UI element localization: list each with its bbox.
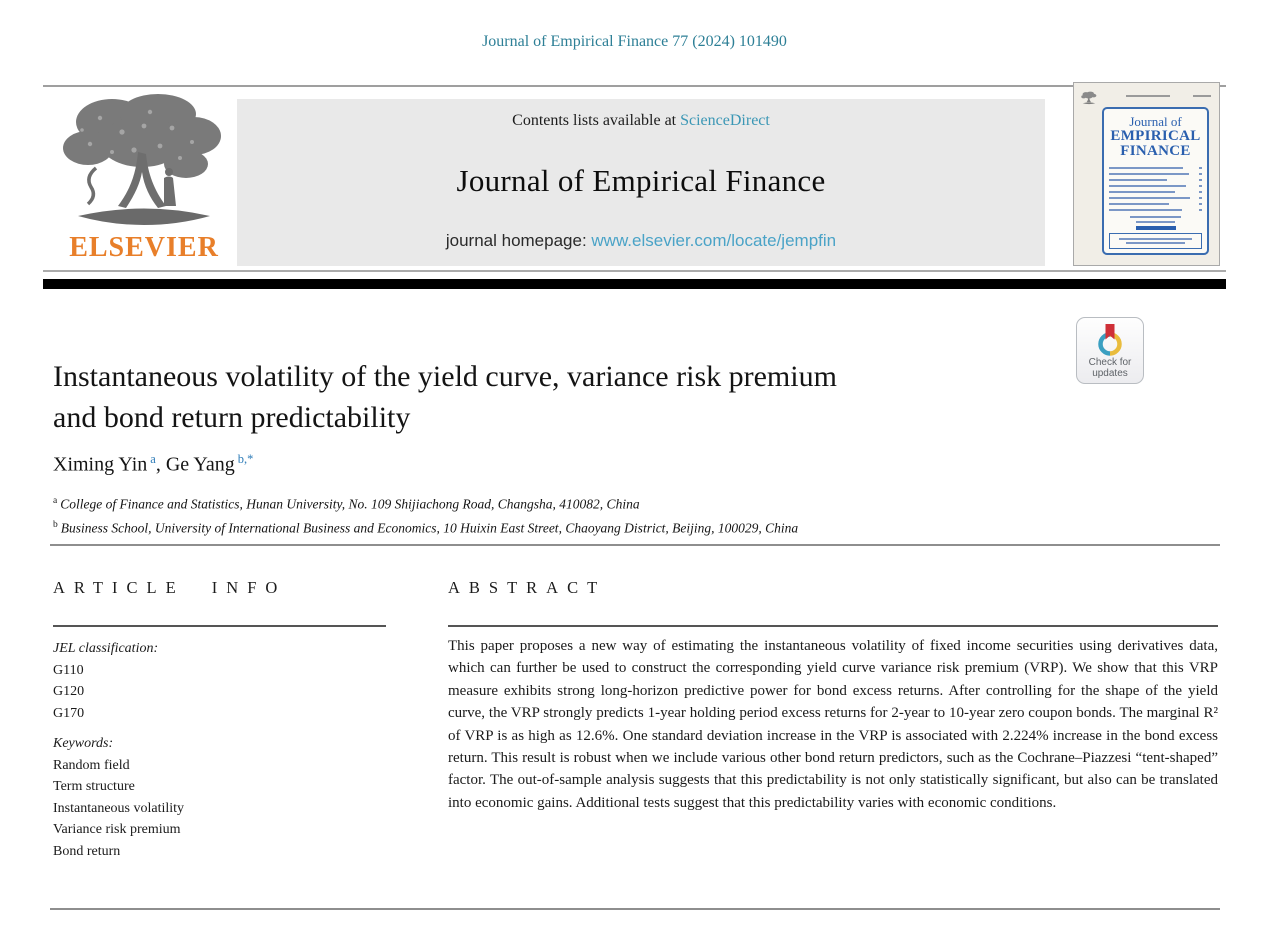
abstract-text: This paper proposes a new way of estimating the instantaneous volatility of fixed income securities using derivatives data, which can further be used to construct the corresponding yield curve variance risk premium (VRP). We show that this VRP measure exhibits strong long-horizon predictive power for bond excess returns. After controlling for the shape of the yield curve, the VRP strongly predicts 1-year holding period excess returns for 2-year to 10-year zero coupon bonds. The marginal R² of VRP is as high as 12.6%. One standard deviation increase in the VRP is associated with 2.224% increase in the bond excess return. This result is robust when we include various other bond return predictors, such as the Cochrane–Piazzesi “tent-shaped” factor. The out-of-sample analysis suggests that this predictability is not only statistically significant, but also can be translated into economic gains. Additional tests suggest that this predictability varies with economic conditions. <box>448 638 1218 811</box>
badge-text <box>1089 357 1132 379</box>
check-for-updates-badge[interactable] <box>1076 317 1144 384</box>
article-info-column <box>53 578 386 862</box>
author-affiliation-sup-link[interactable]: a <box>150 452 156 466</box>
article-info-heading: ARTICLE INFO <box>53 578 287 597</box>
keyword: Instantaneous volatility <box>53 800 185 816</box>
page-bottom-rule <box>50 908 1220 910</box>
jel-label: JEL classification: <box>53 641 159 656</box>
cover-title-line3: FINANCE <box>1120 143 1191 160</box>
keyword: Random field <box>53 757 130 773</box>
cover-title-line2: EMPIRICAL <box>1110 127 1201 144</box>
affiliation-text: Business School, University of International Business and Economics, 10 Huixin East Street, Chaoyang District, Beijing, 100029, China <box>60 520 799 535</box>
cover-title-line1: Journal of <box>1129 114 1182 129</box>
article-title-line1: Instantaneous volatility of the yield curve, variance risk premium <box>53 360 837 393</box>
keywords-label: Keywords: <box>53 736 114 751</box>
jel-code: G170 <box>53 705 85 721</box>
elsevier-wordmark: ELSEVIER <box>69 232 219 263</box>
citation-link[interactable]: Journal of Empirical Finance 77 (2024) 101490 <box>482 33 787 50</box>
homepage-link[interactable]: www.elsevier.com/locate/jempfin <box>591 231 837 250</box>
cover-issn-line <box>1193 95 1211 97</box>
homepage-line <box>446 231 836 251</box>
jel-code: G120 <box>53 684 85 699</box>
keyword: Bond return <box>53 843 121 859</box>
cover-footer <box>1109 213 1202 249</box>
keyword: Variance risk premium <box>53 822 181 837</box>
abstract-heading: ABSTRACT <box>448 578 607 597</box>
cover-header-line <box>1126 95 1170 97</box>
citation-line <box>43 33 1226 51</box>
crossmark-icon <box>1095 323 1125 356</box>
contents-prefix: Contents lists available at <box>512 112 681 129</box>
author-affiliation-sup-link[interactable]: b,* <box>237 452 254 466</box>
article-title-line2: and bond return predictability <box>53 401 411 434</box>
header-divider-bar <box>43 279 1226 289</box>
authors-line <box>53 452 253 477</box>
abstract-column <box>448 578 1218 814</box>
article-info-rule <box>53 625 386 627</box>
contents-line <box>512 112 770 130</box>
affiliation-line <box>53 515 798 539</box>
homepage-prefix: journal homepage: <box>445 231 592 250</box>
keyword: Term structure <box>53 779 135 794</box>
affiliation-sup: b <box>53 519 58 530</box>
elsevier-logo <box>55 92 233 266</box>
article-title <box>53 356 1073 438</box>
cover-frame <box>1102 107 1209 255</box>
journal-cover-thumbnail[interactable] <box>1073 82 1220 266</box>
author-separator: , <box>155 453 166 476</box>
cover-title <box>1109 115 1202 160</box>
affiliations <box>53 491 798 538</box>
author-name: Ge Yang <box>165 453 235 476</box>
affiliation-line <box>53 491 798 515</box>
section-top-rule <box>50 544 1220 546</box>
elsevier-tree-mini-icon <box>1081 89 1097 107</box>
abstract-rule <box>448 625 1218 627</box>
badge-text-line1: Check for <box>1088 357 1132 368</box>
cover-toc-lines <box>1109 167 1202 211</box>
header-top-rule <box>43 85 1226 87</box>
badge-text-line2: updates <box>1092 368 1128 379</box>
affiliation-text: College of Finance and Statistics, Hunan University, No. 109 Shijiachong Road, Changsha, 410082, China <box>60 496 640 512</box>
journal-title: Journal of Empirical Finance <box>456 162 826 198</box>
sciencedirect-link[interactable]: ScienceDirect <box>680 112 770 129</box>
elsevier-tree-icon <box>60 92 228 230</box>
header-bottom-rule <box>43 270 1226 272</box>
jel-code: G110 <box>53 662 84 678</box>
author-name: Ximing Yin <box>53 453 148 476</box>
affiliation-sup: a <box>53 496 58 506</box>
journal-banner <box>237 99 1045 266</box>
